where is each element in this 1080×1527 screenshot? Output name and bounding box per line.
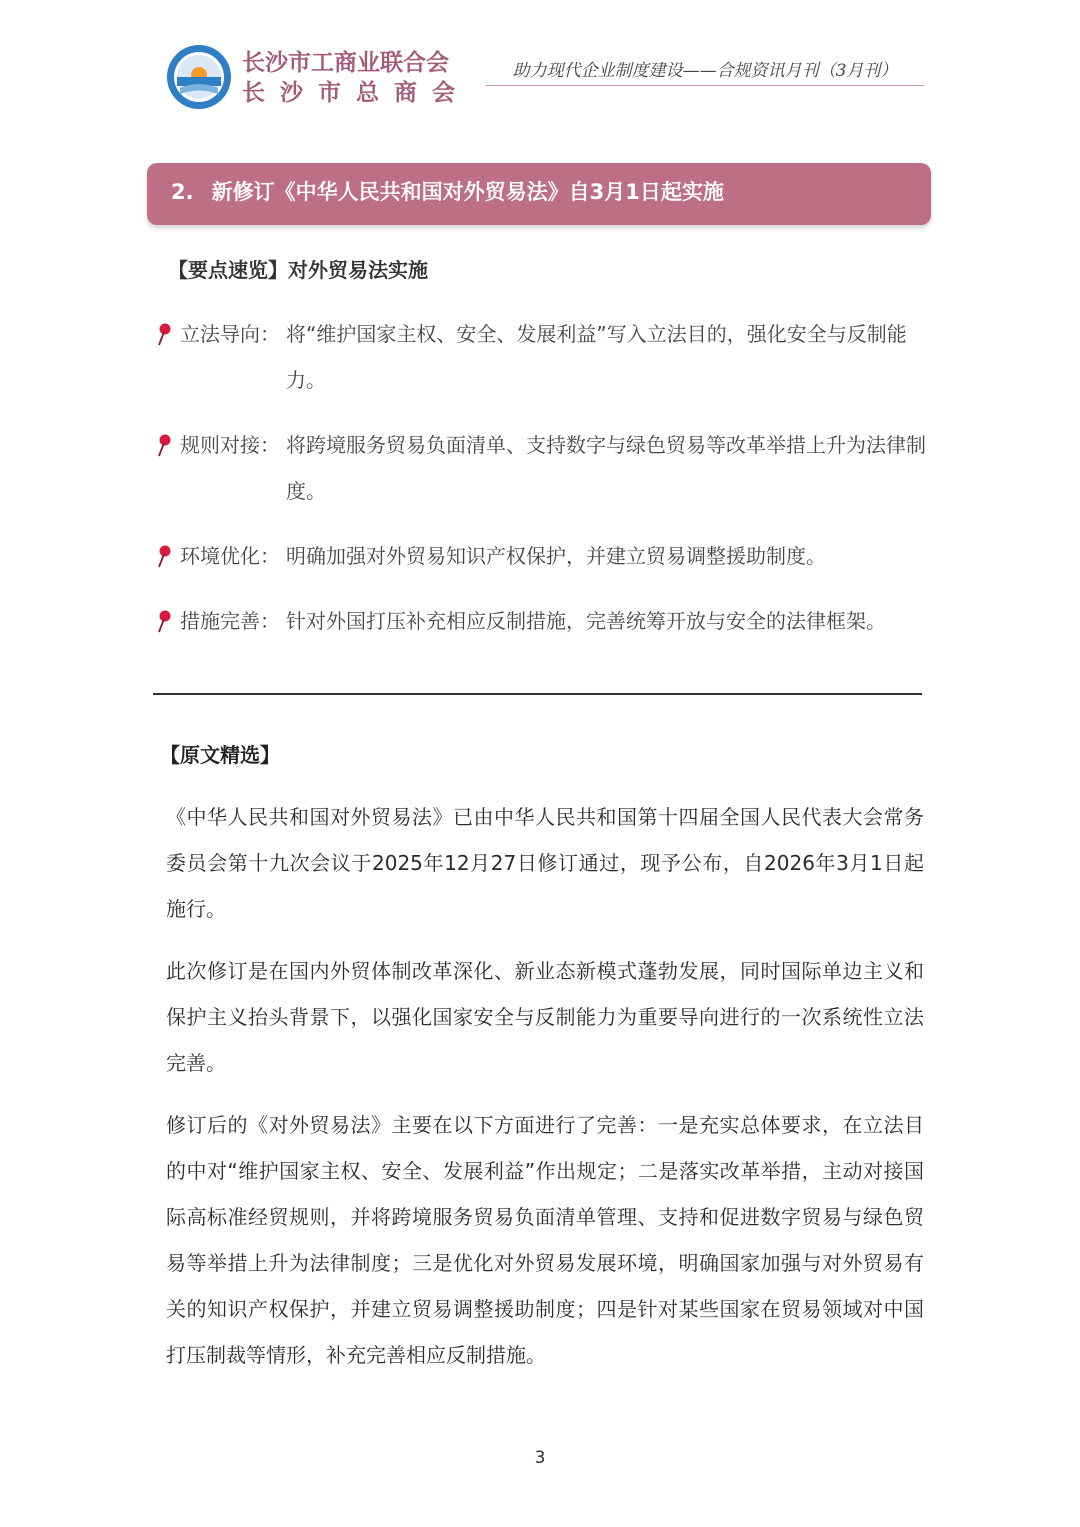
org-name bbox=[242, 48, 470, 108]
summary-item bbox=[156, 533, 926, 579]
section-number: 2. bbox=[171, 180, 194, 204]
pushpin-icon bbox=[156, 610, 172, 634]
summary-item-label: 措施完善： bbox=[180, 609, 280, 633]
summary-item-text: 将跨境服务贸易负面清单、支持数字与绿色贸易等改革举措上升为法律制度。 bbox=[286, 433, 926, 503]
section-divider bbox=[153, 693, 922, 695]
summary-item bbox=[156, 311, 926, 403]
pushpin-icon bbox=[156, 545, 172, 569]
summary-item-label: 规则对接： bbox=[180, 433, 280, 457]
publication-title: 助力现代企业制度建设——合规资讯月刊（3月刊） bbox=[512, 61, 898, 81]
page-number: 3 bbox=[534, 1448, 546, 1468]
summary-item-text: 将“维护国家主权、安全、发展利益”写入立法目的，强化安全与反制能力。 bbox=[286, 322, 907, 392]
original-title: 【原文精选】 bbox=[160, 743, 280, 767]
pushpin-icon bbox=[156, 434, 172, 458]
summary-item bbox=[156, 422, 926, 514]
org-logo bbox=[166, 44, 232, 110]
paragraph: 此次修订是在国内外贸体制改革深化、新业态新模式蓬勃发展，同时国际单边主义和保护主义抬头背景下，以强化国家安全与反制能力为重要导向进行的一次系统性立法完善。 bbox=[166, 959, 924, 1075]
paragraph: 修订后的《对外贸易法》主要在以下方面进行了完善：一是充实总体要求，在立法目的中对“维护国家主权、安全、发展利益”作出规定；二是落实改革举措，主动对接国际高标准经贸规则，并将跨境服务贸易负面清单管理、支持和促进数字贸易与绿色贸易等举措上升为法律制度；三是优化对外贸易发展环境，明确国家加强与对外贸易有关的知识产权保护，并建立贸易调整援助制度；四是针对某些国家在贸易领域对中国打压制裁等情形，补充完善相应反制措施。 bbox=[166, 1113, 924, 1367]
header-rule bbox=[486, 85, 924, 86]
paragraph: 《中华人民共和国对外贸易法》已由中华人民共和国第十四届全国人民代表大会常务委员会第十九次会议于2025年12月27日修订通过，现予公布，自2026年3月1日起施行。 bbox=[166, 805, 924, 921]
summary-item-label: 环境优化： bbox=[180, 544, 280, 568]
summary-title: 【要点速览】对外贸易法实施 bbox=[168, 258, 428, 282]
section-banner bbox=[147, 163, 931, 225]
pushpin-icon bbox=[156, 323, 172, 347]
summary-item-label: 立法导向： bbox=[180, 322, 280, 346]
org-name-line-2: 长沙市总商会 bbox=[242, 80, 470, 106]
section-title: 新修订《中华人民共和国对外贸易法》自3月1日起实施 bbox=[211, 180, 724, 204]
summary-item-text: 针对外国打压补充相应反制措施，完善统筹开放与安全的法律框架。 bbox=[286, 609, 886, 633]
org-name-line-1: 长沙市工商业联合会 bbox=[242, 50, 449, 76]
summary-item bbox=[156, 598, 926, 644]
summary-item-text: 明确加强对外贸易知识产权保护，并建立贸易调整援助制度。 bbox=[286, 544, 826, 568]
